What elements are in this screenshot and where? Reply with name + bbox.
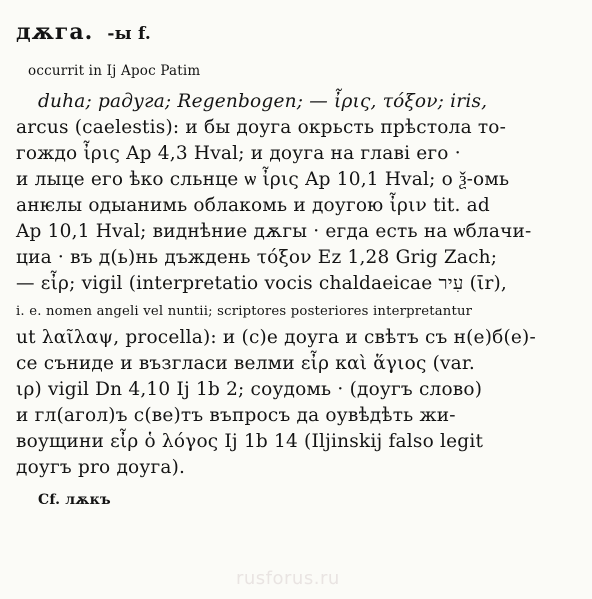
entry-header xyxy=(16,20,151,46)
entry-line-1: duha; радуга; Regenbogen; — ἶρις, τόξον; iris, xyxy=(38,91,488,112)
headword: дѫга. xyxy=(16,19,94,45)
entry-line-3: гождо ἶρις Ap 4,3 Hval; и доуга на главі его · xyxy=(16,143,461,164)
entry-line-2: arcus (caelestis): и бы доуга окрьсть прѣстола то- xyxy=(16,117,507,138)
entry-line-9: i. e. nomen angeli vel nuntii; scriptores posteriores interpretantur xyxy=(16,304,473,319)
watermark: rusforus.ru xyxy=(236,568,340,589)
entry-line-8: — εἶρ; vigil (interpretatio vocis chaldaeicae עִיר (ῑr), xyxy=(16,273,508,294)
entry-line-5: анѥлы одыанимь облакомь и доугою ἶριν tit. ad xyxy=(16,195,490,216)
entry-line-11: се сънидe и възгласи велми εἶρ καὶ ἅγιος (var. xyxy=(16,353,476,374)
entry-line-12: ιρ) vigil Dn 4,10 Ij 1b 2; соудомь · (доугъ слово) xyxy=(16,379,483,400)
occurrence-note: occurrit in Ij Apoc Patim xyxy=(28,63,201,79)
entry-line-15: доугъ pro доуга). xyxy=(16,457,186,478)
entry-line-13: и гл(агол)ъ с(ве)тъ въпросъ да оувѣдѣть жи- xyxy=(16,405,456,426)
entry-line-10: ut λαῖλαψ, procella): и (с)е доуга и свѣтъ съ н(е)б(е)- xyxy=(16,327,536,348)
cross-reference: Cf. лѫкъ xyxy=(38,492,111,508)
entry-line-7: циа · въ д(ь)нь дъждень τόξον Ez 1,28 Grig Zach; xyxy=(16,247,498,268)
entry-line-4: и лыце его ѣко сльнце ѡ ἶρις Ap 10,1 Hval; о ѯ-омь xyxy=(16,169,510,190)
entry-line-14: воущини εἶρ ὁ λόγος Ij 1b 14 (Iljinskij falso legit xyxy=(16,431,484,452)
entry-line-6: Ap 10,1 Hval; виднѣние дѫгы · егда есть на ѡблачи- xyxy=(16,221,532,242)
grammar-label: -ы f. xyxy=(107,24,152,44)
